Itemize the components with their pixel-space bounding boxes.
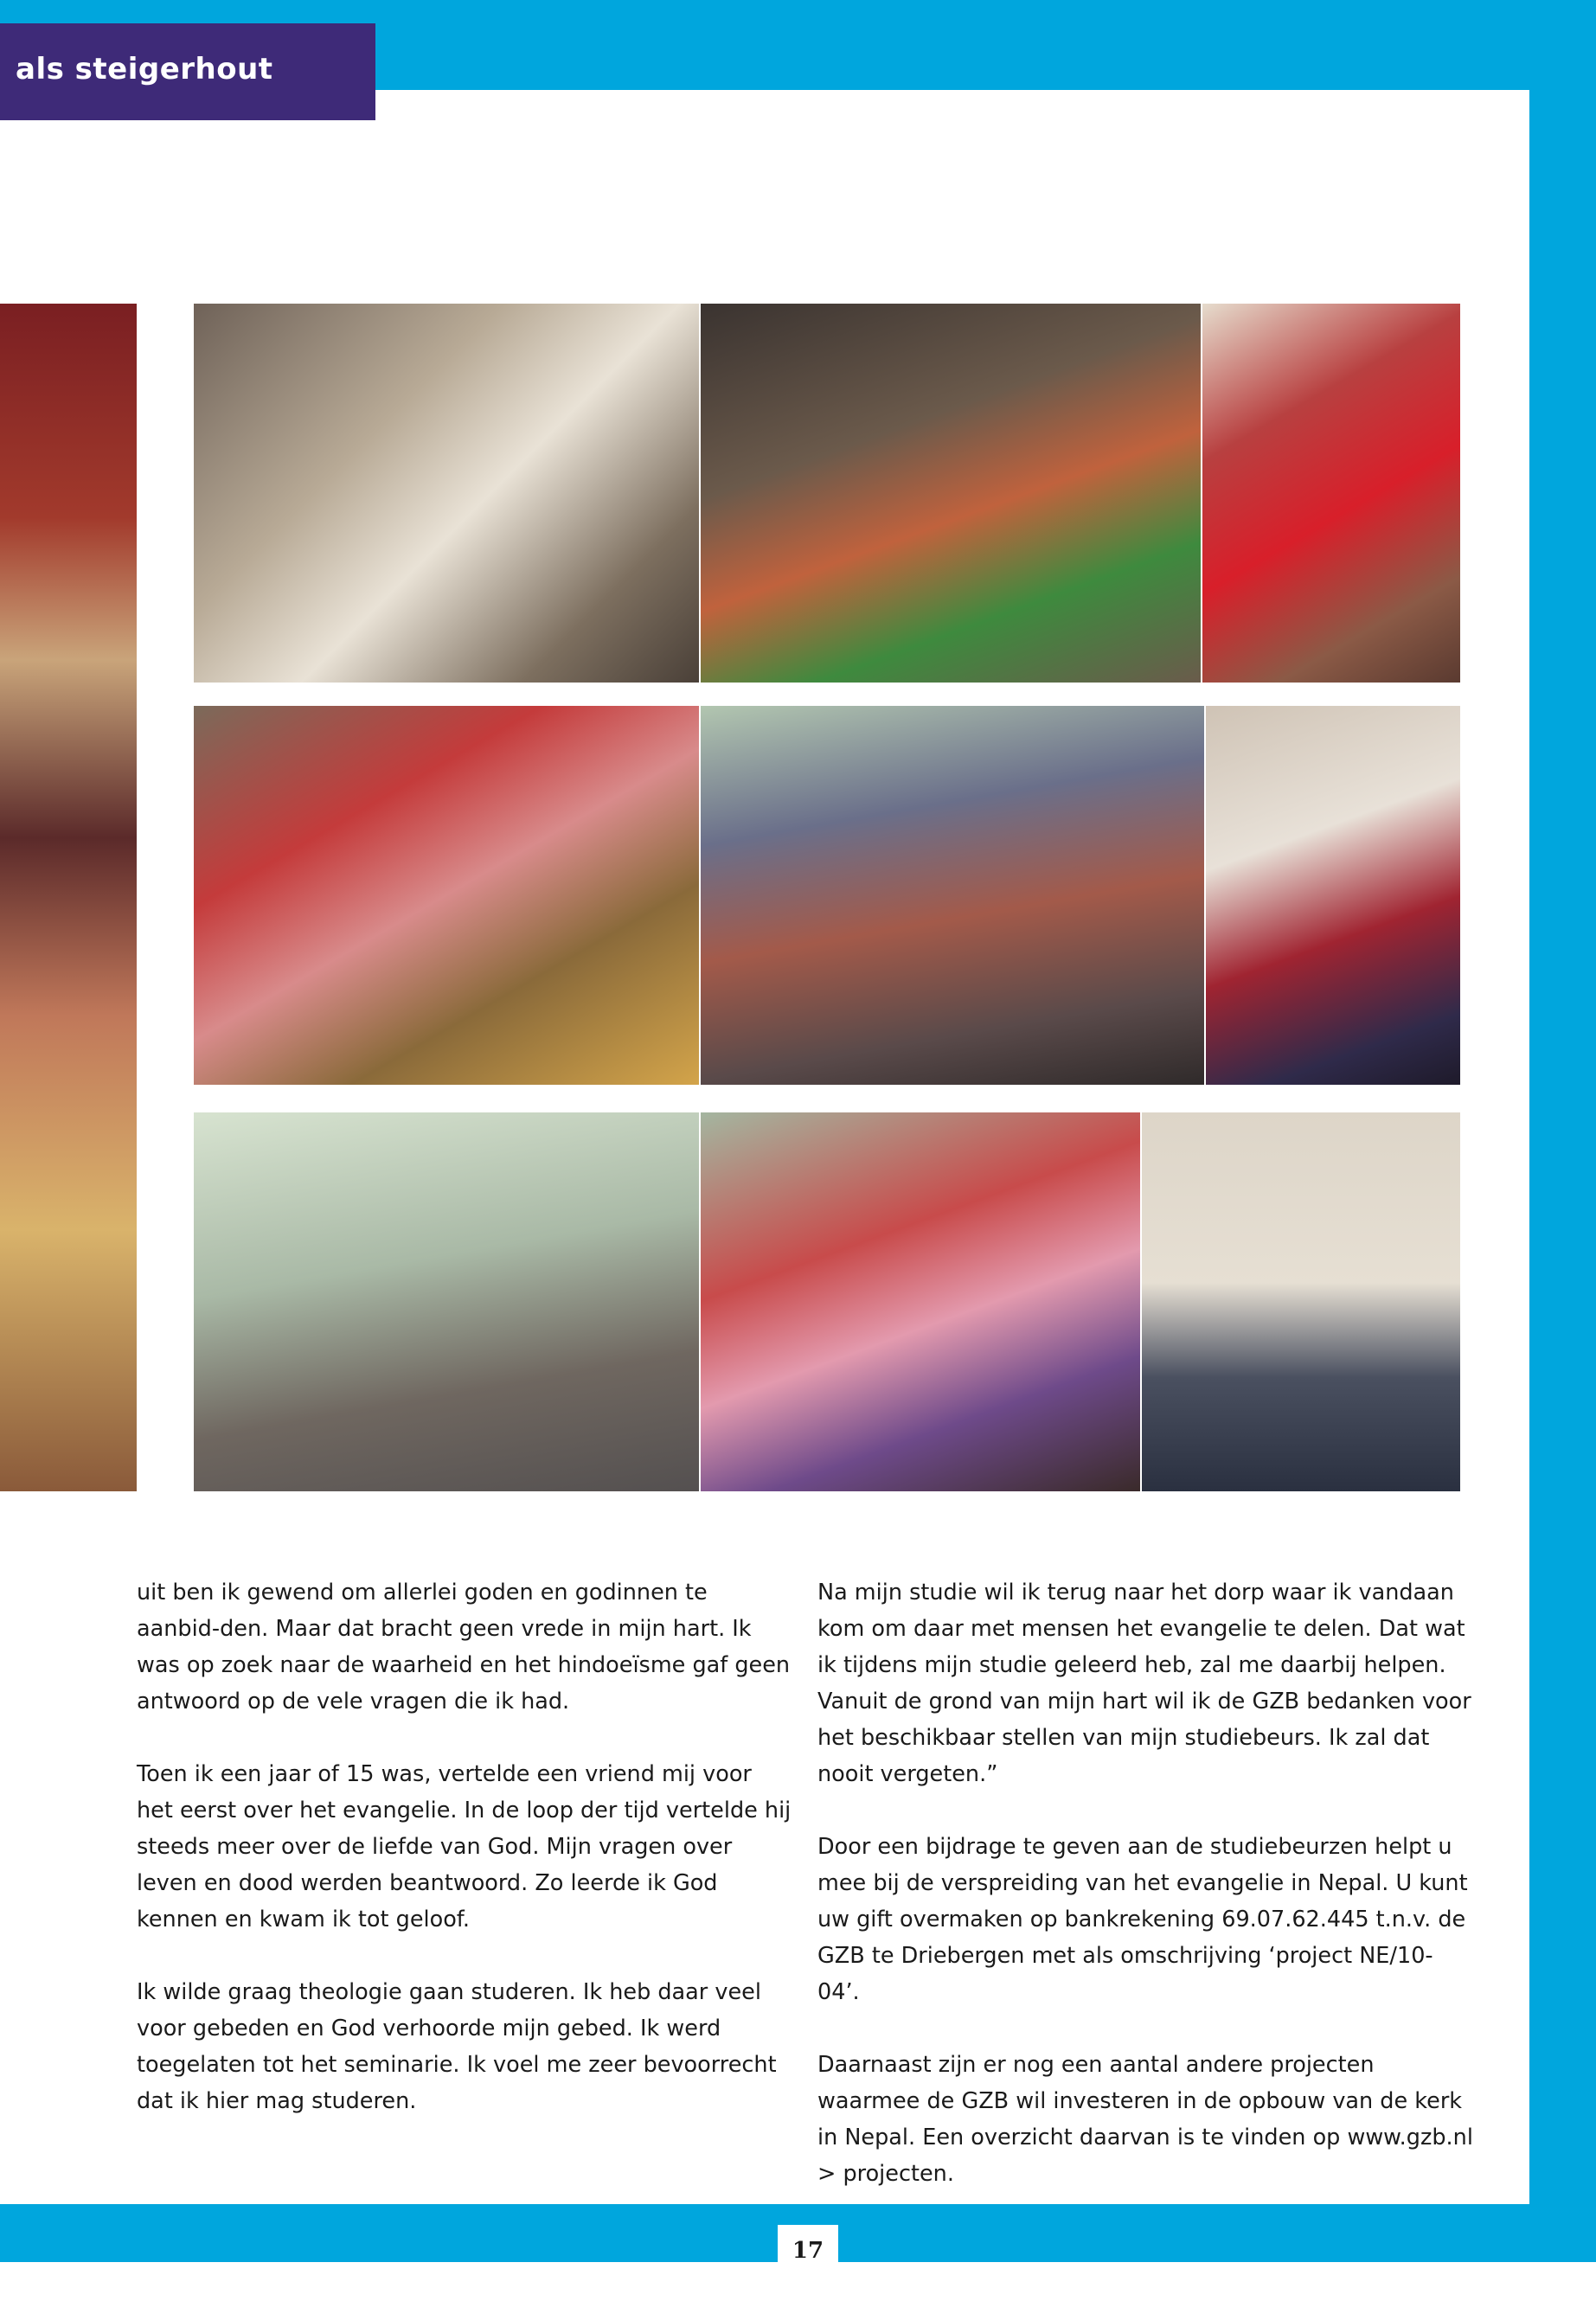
body-paragraph: Toen ik een jaar of 15 was, vertelde een vriend mij voor het eerst over het evangelie. In de loop der tijd vertelde hij steeds meer over de liefde van God. Mijn vragen over leven en dood werden beantwoord. Zo leerde ik God kennen en kwam ik tot geloof. <box>137 1761 792 1932</box>
body-paragraph: Daarnaast zijn er nog een aantal andere projecten waarmee de GZB wil investeren in de opbouw van de kerk in Nepal. Een overzicht daarvan is te vinden op www.gzb.nl > projecten. <box>817 2052 1473 2187</box>
photo-women-fabrics <box>701 1112 1140 1491</box>
photo-group-studying <box>194 1112 699 1491</box>
photo-church-interior-partial <box>0 304 137 1491</box>
section-title: als steigerhout <box>16 52 273 87</box>
page-number-box <box>778 2225 838 2277</box>
photo-church-service <box>1142 1112 1460 1491</box>
photo-elderly-man-smoking <box>194 304 699 683</box>
page-number: 17 <box>792 2238 824 2264</box>
photo-woman-red-scarf <box>1202 304 1460 683</box>
photo-elderly-women-praying <box>1206 706 1460 1085</box>
frame-right-bar <box>1529 0 1596 2301</box>
body-right-column <box>817 1574 1475 2228</box>
body-paragraph: Door een bijdrage te geven aan de studiebeurzen helpt u mee bij de verspreiding van het evangelie in Nepal. U kunt uw gift overmaken op bankrekening 69.07.62.445 t.n.v. de GZB te Driebergen met als omschrijving ‘project NE/10-04’. <box>817 1834 1468 2005</box>
body-left-column <box>137 1574 794 2156</box>
body-paragraph: uit ben ik gewend om allerlei goden en godinnen te aanbid-den. Maar dat bracht geen vrede in mijn hart. Ik was op zoek naar de waarheid en het hindoeïsme gaf geen antwoord op de vele vragen die ik had. <box>137 1580 791 1715</box>
photo-children-crowd <box>701 706 1204 1085</box>
body-paragraph: Na mijn studie wil ik terug naar het dorp waar ik vandaan kom om daar met mensen het evangelie te delen. Dat wat ik tijdens mijn studie geleerd heb, zal me daarbij helpen. Vanuit de grond van mijn hart wil ik de GZB bedanken voor het beschikbaar stellen van mijn studiebeurs. Ik zal dat nooit vergeten.” <box>817 1580 1471 1787</box>
body-paragraph: Ik wilde graag theologie gaan studeren. Ik heb daar veel voor gebeden en God verhoorde mijn gebed. Ik werd toegelaten tot het seminarie. Ik voel me zeer bevoorrecht dat ik hier mag studeren. <box>137 1979 777 2114</box>
photo-elderly-man-green <box>701 304 1201 683</box>
photo-women-oil-lamps <box>194 706 699 1085</box>
